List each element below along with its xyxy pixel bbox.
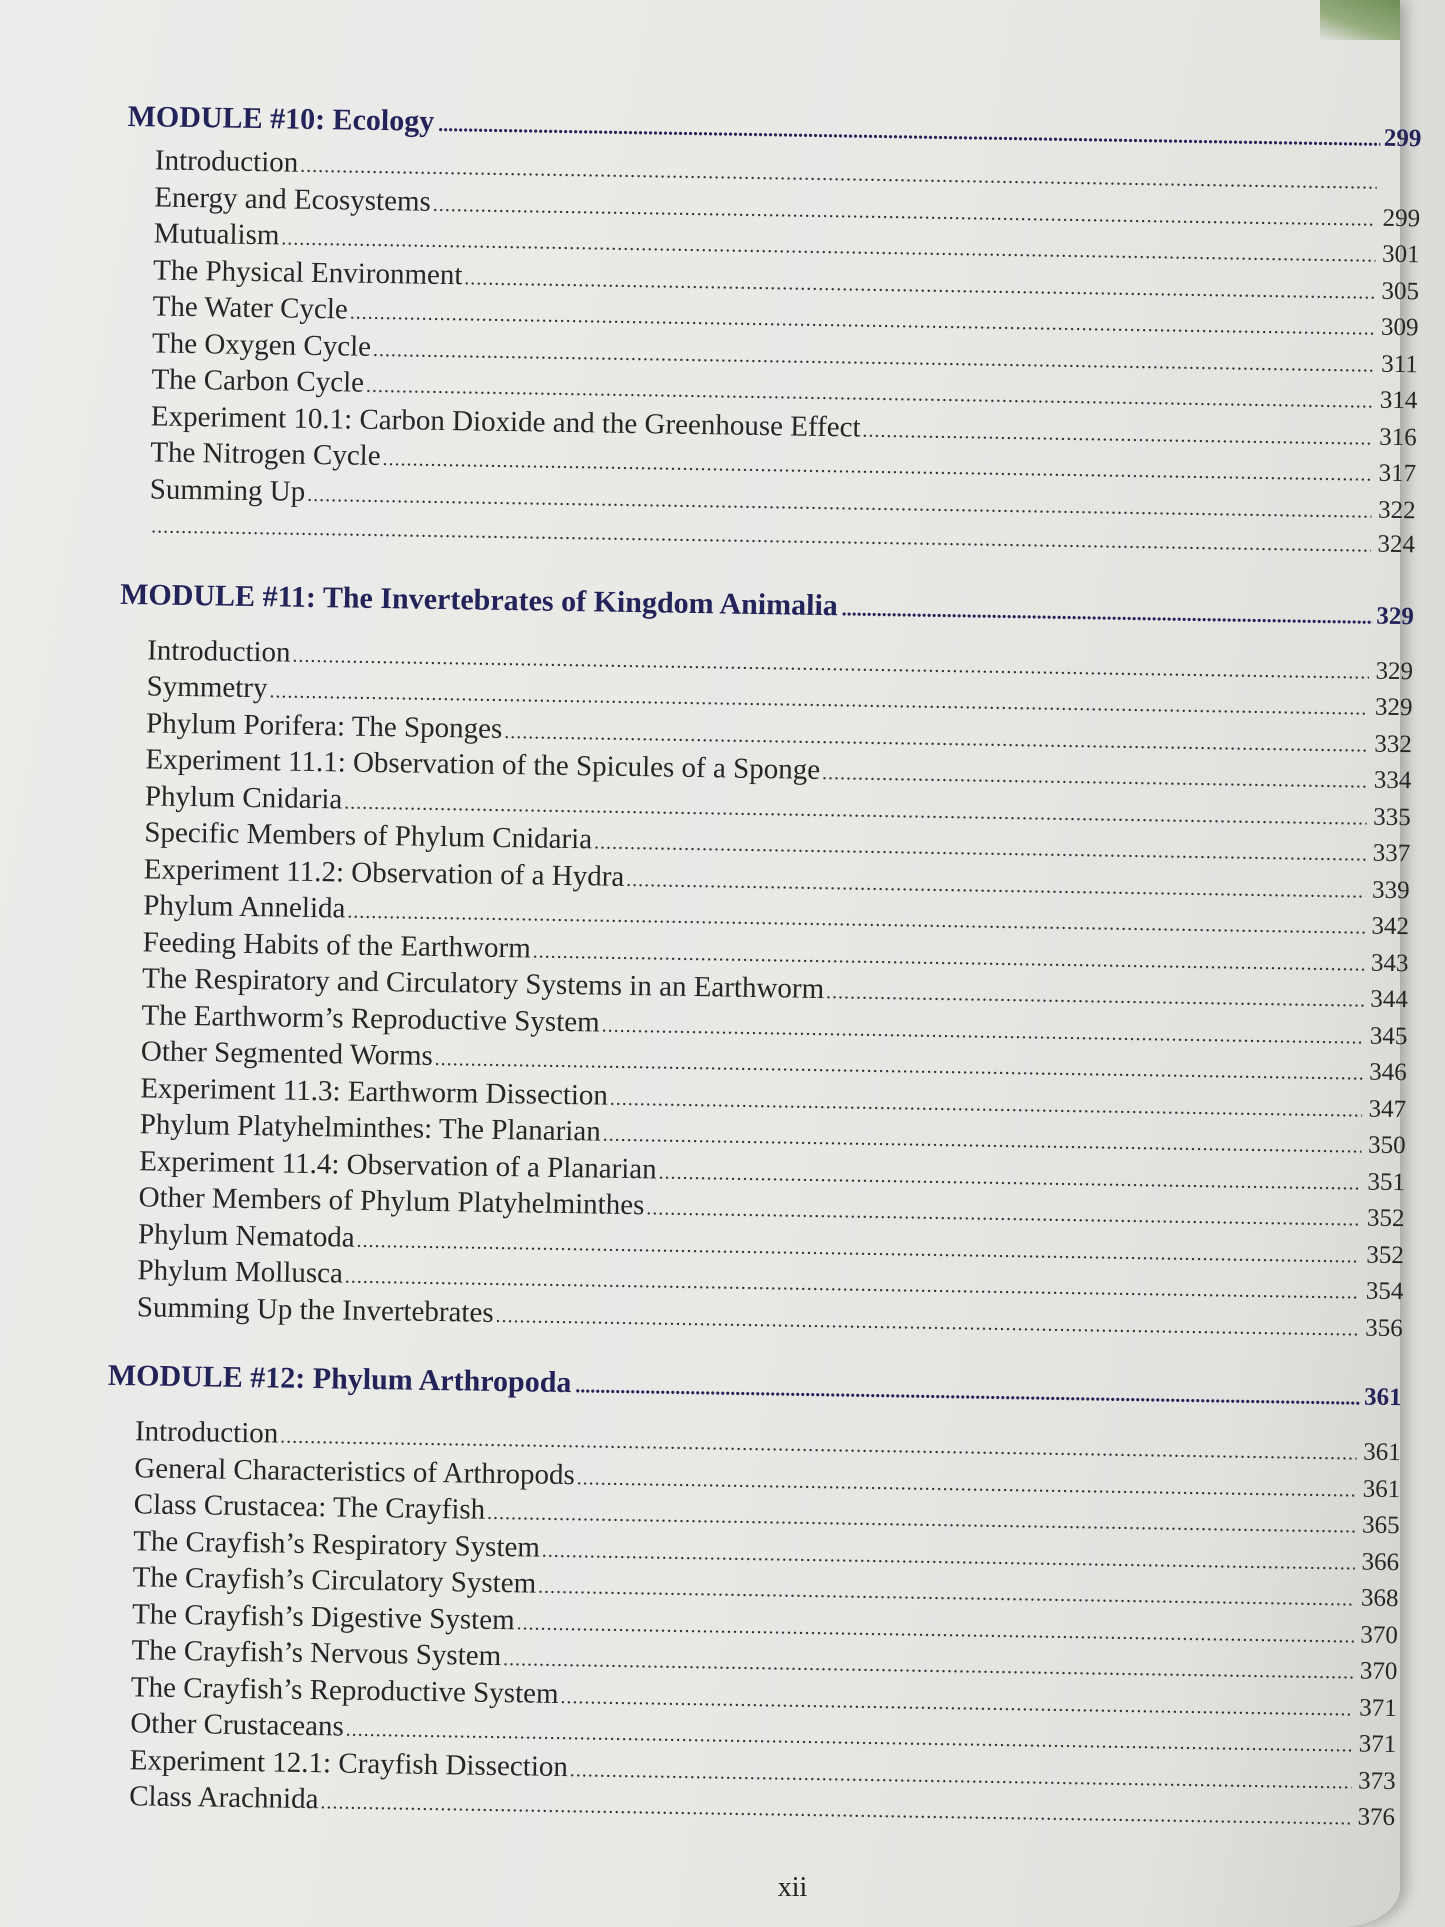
entry-page: 356 (1365, 1314, 1403, 1342)
entry-title: Symmetry (146, 670, 268, 705)
entry-title: The Oxygen Cycle (151, 326, 372, 363)
entry-page: 365 (1361, 1511, 1400, 1540)
entry-title: General Characteristics of Arthropods (134, 1451, 576, 1491)
entry-title: Other Segmented Worms (140, 1035, 434, 1072)
entry-title: Phylum Mollusca (137, 1254, 344, 1290)
entry-page: 345 (1369, 1022, 1408, 1050)
background-corner (1320, 0, 1400, 40)
entry-title: The Crayfish’s Digestive System (131, 1597, 515, 1636)
module-page: 299 (1383, 124, 1422, 153)
entry-title: Phylum Porifera: The Sponges (145, 706, 503, 745)
module-entries (109, 631, 1414, 1344)
entry-title: Phylum Nematoda (137, 1217, 355, 1254)
entry-page: 329 (1375, 657, 1414, 685)
entry-page: 334 (1373, 766, 1412, 795)
entry-title: Experiment 11.1: Observation of the Spicules of a Sponge (145, 743, 821, 786)
entry-title: Mutualism (153, 217, 280, 252)
module-title: MODULE #12: Phylum Arthropoda (107, 1358, 572, 1400)
entry-title: Phylum Annelida (142, 889, 346, 925)
entry-page: 335 (1373, 803, 1411, 831)
entry-page: 317 (1378, 459, 1417, 488)
module-title: MODULE #11: The Invertebrates of Kingdom Animalia (119, 577, 839, 622)
entry-title: The Nitrogen Cycle (150, 436, 381, 473)
entry-title: Other Crustaceans (130, 1707, 345, 1743)
entry-page: 311 (1381, 350, 1419, 378)
module-page: 361 (1363, 1383, 1402, 1412)
entry-page: 301 (1381, 240, 1420, 269)
entry-page: 309 (1380, 313, 1419, 342)
entry-page: 337 (1372, 839, 1411, 868)
entry-title: The Crayfish’s Nervous System (131, 1634, 502, 1673)
entry-page: 329 (1374, 693, 1413, 722)
entry-title: The Physical Environment (152, 253, 463, 291)
entry-title: Other Members of Phylum Platyhelminthes (138, 1181, 645, 1222)
entry-page: 371 (1359, 1694, 1397, 1722)
entry-title: The Respiratory and Circulatory Systems in an Earthworm (141, 962, 825, 1006)
entry-page: 350 (1367, 1131, 1406, 1160)
entry-page: 352 (1366, 1241, 1405, 1269)
entry-page: 373 (1357, 1767, 1396, 1795)
entry-title: The Crayfish’s Reproductive System (130, 1670, 559, 1710)
entry-page: 344 (1370, 985, 1409, 1014)
entry-page: 342 (1371, 912, 1410, 941)
entry-page: 346 (1369, 1058, 1407, 1087)
entry-title: Summing Up (149, 472, 306, 508)
entry-page: 361 (1363, 1438, 1401, 1467)
entry-title: Summing Up the Invertebrates (136, 1290, 494, 1329)
entry-title: Experiment 11.2: Observation of a Hydra (143, 852, 625, 893)
entry-page: 371 (1358, 1730, 1397, 1759)
entry-page: 343 (1370, 949, 1409, 977)
entry-page: 316 (1379, 423, 1417, 451)
entry-title: Experiment 12.1: Crayfish Dissection (129, 1743, 569, 1783)
table-of-contents (101, 92, 1422, 1834)
module-entries (101, 1413, 1401, 1834)
entry-page: 351 (1367, 1168, 1406, 1196)
entry-page: 368 (1360, 1584, 1399, 1613)
entry-title: Specific Members of Phylum Cnidaria (144, 816, 593, 856)
entry-title: The Water Cycle (152, 290, 349, 326)
entry-title: Class Crustacea: The Crayfish (133, 1488, 486, 1526)
dot-leader (841, 584, 1372, 642)
entry-title: Phylum Platyhelminthes: The Planarian (139, 1108, 601, 1148)
entry-title: Experiment 11.3: Earthworm Dissection (140, 1071, 609, 1112)
entry-title: Feeding Habits of the Earthworm (142, 925, 532, 964)
entry-page: 370 (1359, 1657, 1398, 1686)
entry-page: 352 (1366, 1204, 1405, 1233)
entry-title: Experiment 10.1: Carbon Dioxide and the Greenhouse Effect (150, 399, 861, 444)
entry-page: 324 (1377, 530, 1416, 559)
entry-page: 370 (1360, 1621, 1399, 1649)
entry-title: Introduction (146, 633, 291, 669)
entry-page: 322 (1377, 496, 1416, 524)
entry-title: Phylum Cnidaria (144, 779, 343, 815)
entry-page: 366 (1361, 1548, 1400, 1576)
entry-title: The Crayfish’s Circulatory System (132, 1561, 537, 1600)
entry-page: 314 (1379, 386, 1418, 415)
entry-page: 299 (1382, 204, 1421, 232)
entry-page: 361 (1362, 1475, 1401, 1503)
entry-title: Class Arachnida (128, 1780, 319, 1816)
entry-page (1379, 189, 1421, 190)
entry-page: 354 (1365, 1277, 1404, 1306)
module-title: MODULE #10: Ecology (127, 99, 435, 138)
entry-page: 305 (1381, 277, 1420, 305)
entry-title: The Carbon Cycle (151, 363, 365, 399)
entry-page: 347 (1368, 1095, 1407, 1123)
entry-page: 339 (1371, 876, 1410, 904)
page-number: xii (777, 1872, 808, 1903)
entry-title: Introduction (134, 1415, 279, 1450)
module-entries (121, 142, 1421, 563)
entry-page: 332 (1374, 730, 1413, 758)
entry-title: Energy and Ecosystems (154, 180, 432, 218)
entry-page: 376 (1357, 1803, 1396, 1832)
entry-title: The Earthworm’s Reproductive System (141, 998, 600, 1039)
module-page: 329 (1376, 602, 1415, 630)
page-footer (0, 1872, 1400, 1904)
entry-title: The Crayfish’s Respiratory System (132, 1524, 541, 1564)
entry-title: Introduction (154, 144, 299, 179)
entry-title: Experiment 11.4: Observation of a Planarian (138, 1144, 657, 1185)
